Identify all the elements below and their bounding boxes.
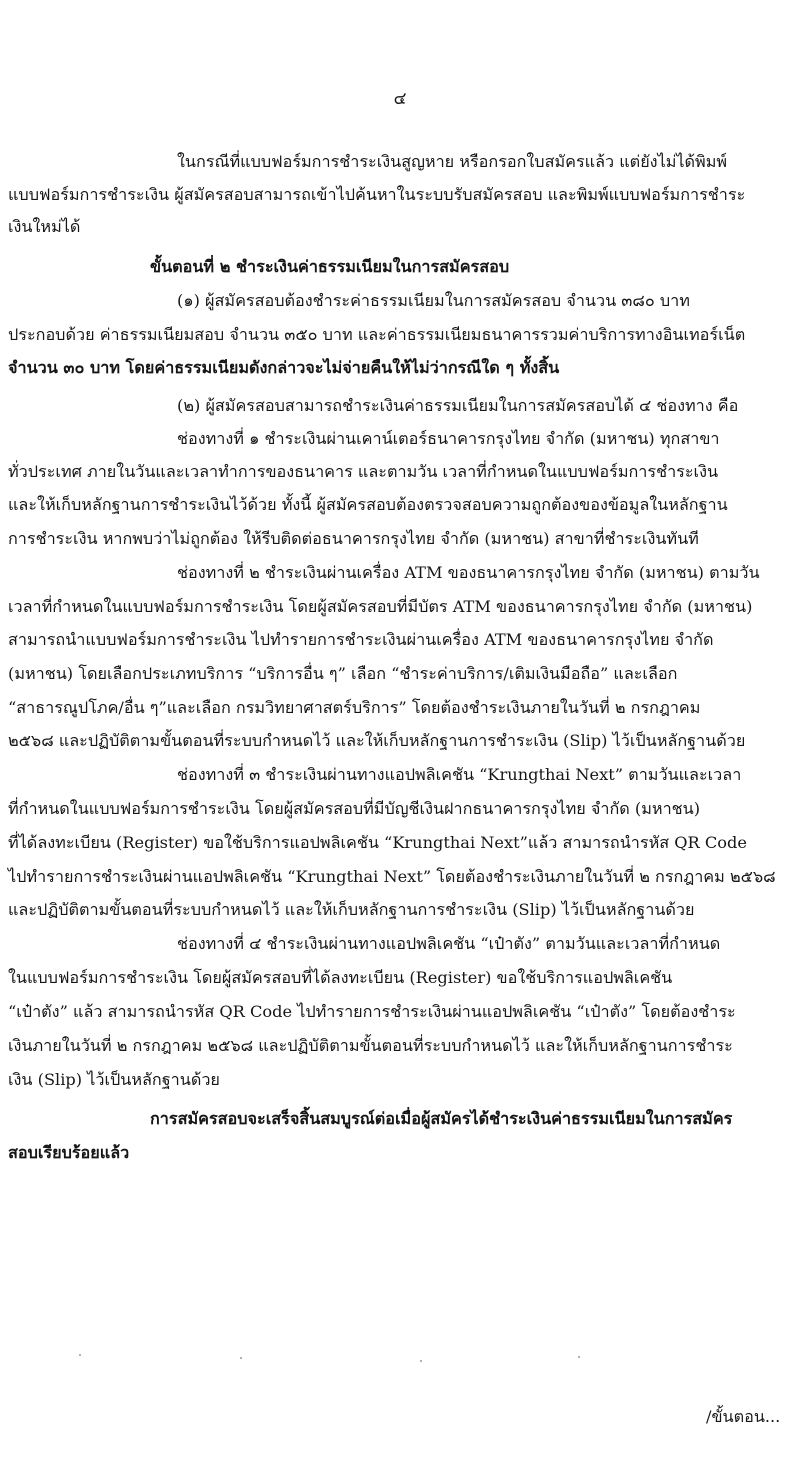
paragraph-line-1: ในกรณีที่แบบฟอร์มการชำระเงินสูญหาย หรือกรอกใบสมัครแล้ว แต่ยังไม่ได้พิมพ์ xyxy=(177,152,728,171)
paragraph-line-20: ที่กำหนดในแบบฟอร์มการชำระเงิน โดยผู้สมัครสอบที่มีบัญชีเงินฝากธนาคารกรุงไทย จำกัด (มหาชน) xyxy=(8,799,701,818)
page-number: ๔ xyxy=(393,89,407,109)
scan-speck xyxy=(79,1354,81,1356)
continuation-marker: /ขั้นตอน... xyxy=(706,1407,781,1426)
paragraph-line-11: และให้เก็บหลักฐานการชำระเงินไว้ด้วย ทั้งนี้ ผู้สมัครสอบต้องตรวจสอบความถูกต้องของข้อมูลในหลักฐาน xyxy=(8,495,728,514)
paragraph-line-14: เวลาที่กำหนดในแบบฟอร์มการชำระเงิน โดยผู้สมัครสอบที่มีบัตร ATM ของธนาคารกรุงไทย จำกัด (มหาชน) xyxy=(8,597,753,616)
paragraph-line-16: (มหาชน) โดยเลือกประเภทบริการ “บริการอื่น ๆ” เลือก “ชำระค่าบริการ/เติมเงินมือถือ” และเลือก xyxy=(8,664,678,683)
paragraph-line-17: “สาธารณูปโภค/อื่น ๆ”และเลือก กรมวิทยาศาสตร์บริการ” โดยต้องชำระเงินภายในวันที่ ๒ กรกฎาคม xyxy=(8,698,701,717)
paragraph-line-13: ช่องทางที่ ๒ ชำระเงินผ่านเครื่อง ATM ของธนาคารกรุงไทย จำกัด (มหาชน) ตามวัน xyxy=(177,563,760,582)
paragraph-line-28: เงิน (Slip) ไว้เป็นหลักฐานด้วย xyxy=(8,1070,220,1089)
section-heading: ขั้นตอนที่ ๒ ชำระเงินค่าธรรมเนียมในการสมัครสอบ xyxy=(150,257,510,276)
paragraph-line-10: ทั่วประเทศ ภายในวันและเวลาทำการของธนาคาร และตามวัน เวลาที่กำหนดในแบบฟอร์มการชำระเงิน xyxy=(8,462,719,481)
paragraph-line-6: ประกอบด้วย ค่าธรรมเนียมสอบ จำนวน ๓๕๐ บาท และค่าธรรมเนียมธนาคารรวมค่าบริการทางอินเทอร์เน็ต xyxy=(8,325,746,344)
paragraph-line-15: สามารถนำแบบฟอร์มการชำระเงิน ไปทำรายการชำระเงินผ่านเครื่อง ATM ของธนาคารกรุงไทย จำกัด xyxy=(8,630,714,649)
paragraph-line-21: ที่ได้ลงทะเบียน (Register) ขอใช้บริการแอปพลิเคชัน “Krungthai Next”แล้ว สามารถนำรหัส QR Code xyxy=(8,833,747,852)
paragraph-line-3: เงินใหม่ได้ xyxy=(8,217,81,236)
scan-speck xyxy=(240,1357,242,1359)
paragraph-line-2: แบบฟอร์มการชำระเงิน ผู้สมัครสอบสามารถเข้าไปค้นหาในระบบรับสมัครสอบ และพิมพ์แบบฟอร์มการชำระ xyxy=(8,185,746,204)
paragraph-line-22: ไปทำรายการชำระเงินผ่านแอปพลิเคชัน “Krungthai Next” โดยต้องชำระเงินภายในวันที่ ๒ กรกฎาคม ๒๕๖๘ xyxy=(8,867,776,886)
paragraph-line-18: ๒๕๖๘ และปฏิบัติตามขั้นตอนที่ระบบกำหนดไว้ และให้เก็บหลักฐานการชำระเงิน (Slip) ไว้เป็นหลักฐานด้วย xyxy=(8,731,746,750)
paragraph-line-5: (๑) ผู้สมัครสอบต้องชำระค่าธรรมเนียมในการสมัครสอบ จำนวน ๓๘๐ บาท xyxy=(177,291,690,310)
paragraph-line-9: ช่องทางที่ ๑ ชำระเงินผ่านเคาน์เตอร์ธนาคารกรุงไทย จำกัด (มหาชน) ทุกสาขา xyxy=(177,429,720,448)
paragraph-line-19: ช่องทางที่ ๓ ชำระเงินผ่านทางแอปพลิเคชัน “Krungthai Next” ตามวันและเวลา xyxy=(177,765,742,784)
paragraph-line-27: เงินภายในวันที่ ๒ กรกฎาคม ๒๕๖๘ และปฏิบัติตามขั้นตอนที่ระบบกำหนดไว้ และให้เก็บหลักฐานการชำระ xyxy=(8,1036,733,1055)
paragraph-line-7: จำนวน ๓๐ บาท โดยค่าธรรมเนียมดังกล่าวจะไม่จ่ายคืนให้ไม่ว่ากรณีใด ๆ ทั้งสิ้น xyxy=(8,358,560,377)
scan-speck xyxy=(578,1356,580,1358)
paragraph-line-25: ในแบบฟอร์มการชำระเงิน โดยผู้สมัครสอบที่ได้ลงทะเบียน (Register) ขอใช้บริการแอปพลิเคชัน xyxy=(8,968,673,987)
paragraph-line-24: ช่องทางที่ ๔ ชำระเงินผ่านทางแอปพลิเคชัน “เป๋าตัง” ตามวันและเวลาที่กำหนด xyxy=(177,934,721,953)
closing-statement-line-1: การสมัครสอบจะเสร็จสิ้นสมบูรณ์ต่อเมื่อผู้สมัครได้ชำระเงินค่าธรรมเนียมในการสมัคร xyxy=(150,1109,733,1128)
paragraph-line-8: (๒) ผู้สมัครสอบสามารถชำระเงินค่าธรรมเนียมในการสมัครสอบได้ ๔ ช่องทาง คือ xyxy=(177,396,739,415)
paragraph-line-12: การชำระเงิน หากพบว่าไม่ถูกต้อง ให้รีบติดต่อธนาคารกรุงไทย จำกัด (มหาชน) สาขาที่ชำระเงินทันที xyxy=(8,529,699,548)
paragraph-line-26: “เป๋าตัง” แล้ว สามารถนำรหัส QR Code ไปทำรายการชำระเงินผ่านแอปพลิเคชัน “เป๋าตัง” โดยต้องชำระ xyxy=(8,1002,736,1021)
scan-speck xyxy=(420,1360,422,1362)
closing-statement-line-2: สอบเรียบร้อยแล้ว xyxy=(8,1143,130,1162)
paragraph-line-23: และปฏิบัติตามขั้นตอนที่ระบบกำหนดไว้ และให้เก็บหลักฐานการชำระเงิน (Slip) ไว้เป็นหลักฐานด้วย xyxy=(8,900,695,919)
